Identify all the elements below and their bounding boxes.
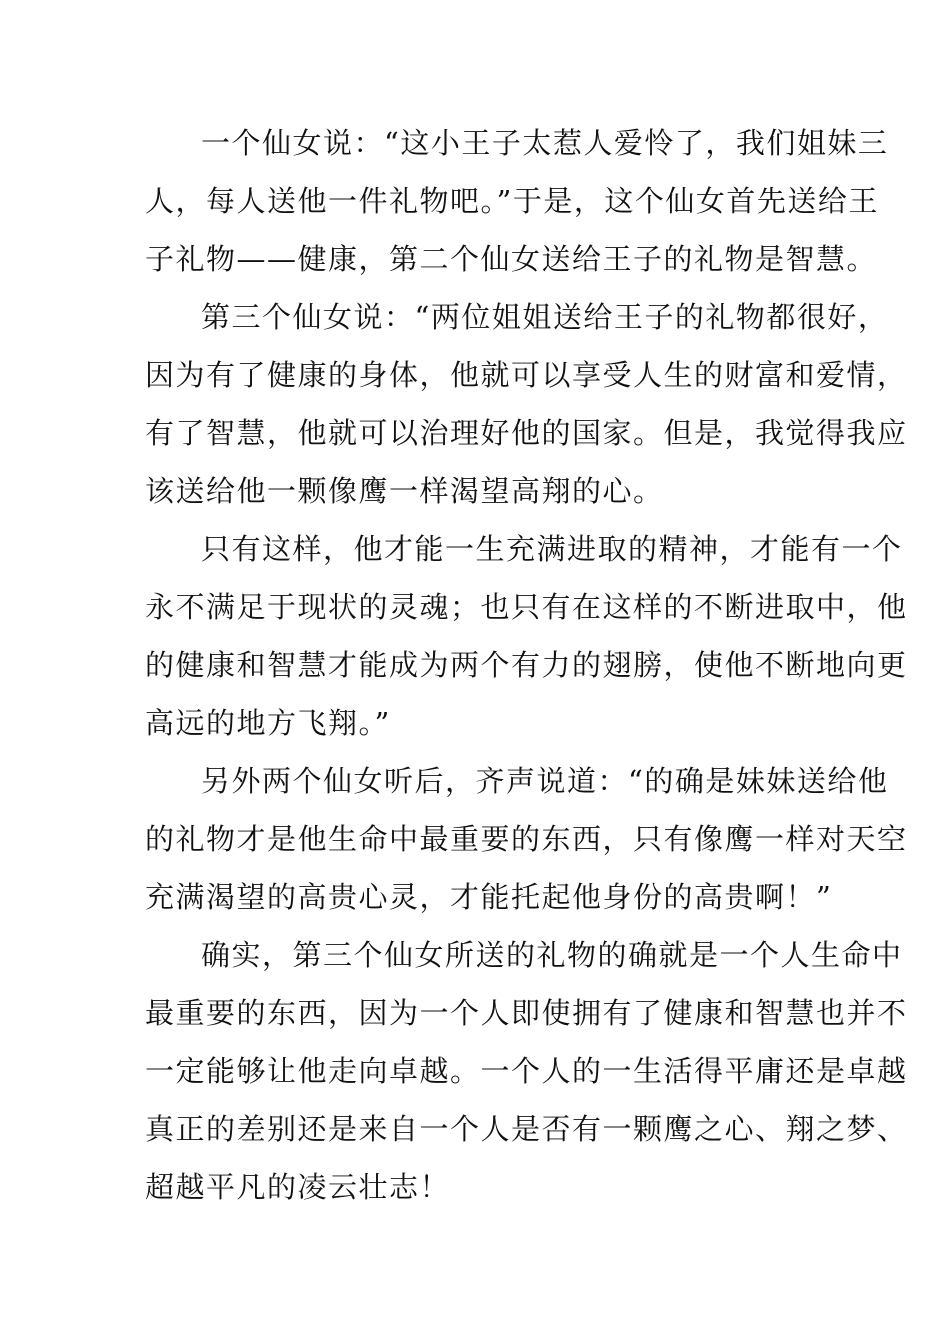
text-line: 的礼物才是他生命中最重要的东西，只有像鹰一样对天空	[145, 822, 908, 856]
text-line: 的健康和智慧才能成为两个有力的翅膀，使他不断地向更	[145, 648, 908, 682]
text-line: 只有这样，他才能一生充满进取的精神，才能有一个	[201, 532, 903, 566]
text-line: 子礼物——健康，第二个仙女送给王子的礼物是智慧。	[145, 242, 878, 276]
text-line: 该送给他一颗像鹰一样渴望高翔的心。	[145, 474, 664, 508]
paragraph-3	[145, 520, 908, 752]
paragraph-2	[145, 288, 908, 520]
text-line: 充满渴望的高贵心灵，才能托起他身份的高贵啊！”	[145, 880, 833, 914]
text-line: 第三个仙女说：“两位姐姐送给王子的礼物都很好，	[201, 300, 889, 334]
text-line: 最重要的东西，因为一个人即使拥有了健康和智慧也并不	[145, 996, 908, 1030]
text-line: 人，每人送他一件礼物吧。”于是，这个仙女首先送给王	[145, 184, 879, 218]
text-line: 超越平凡的凌云壮志！	[145, 1170, 451, 1204]
text-line: 高远的地方飞翔。”	[145, 706, 391, 740]
document-body	[145, 114, 908, 1216]
paragraph-1	[145, 114, 889, 288]
paragraph-5	[145, 926, 908, 1216]
paragraph-4	[145, 752, 908, 926]
text-line: 永不满足于现状的灵魂；也只有在这样的不断进取中，他	[145, 590, 908, 624]
text-line: 因为有了健康的身体，他就可以享受人生的财富和爱情，	[145, 358, 908, 392]
text-line: 有了智慧，他就可以治理好他的国家。但是，我觉得我应	[145, 416, 908, 450]
text-line: 确实，第三个仙女所送的礼物的确就是一个人生命中	[201, 938, 903, 972]
text-line: 一定能够让他走向卓越。一个人的一生活得平庸还是卓越	[145, 1054, 908, 1088]
text-line: 一个仙女说：“这小王子太惹人爱怜了，我们姐妹三	[201, 126, 889, 160]
text-line: 真正的差别还是来自一个人是否有一颗鹰之心、翔之梦、	[145, 1112, 908, 1146]
text-line: 另外两个仙女听后，齐声说道：“的确是妹妹送给他	[201, 764, 889, 798]
